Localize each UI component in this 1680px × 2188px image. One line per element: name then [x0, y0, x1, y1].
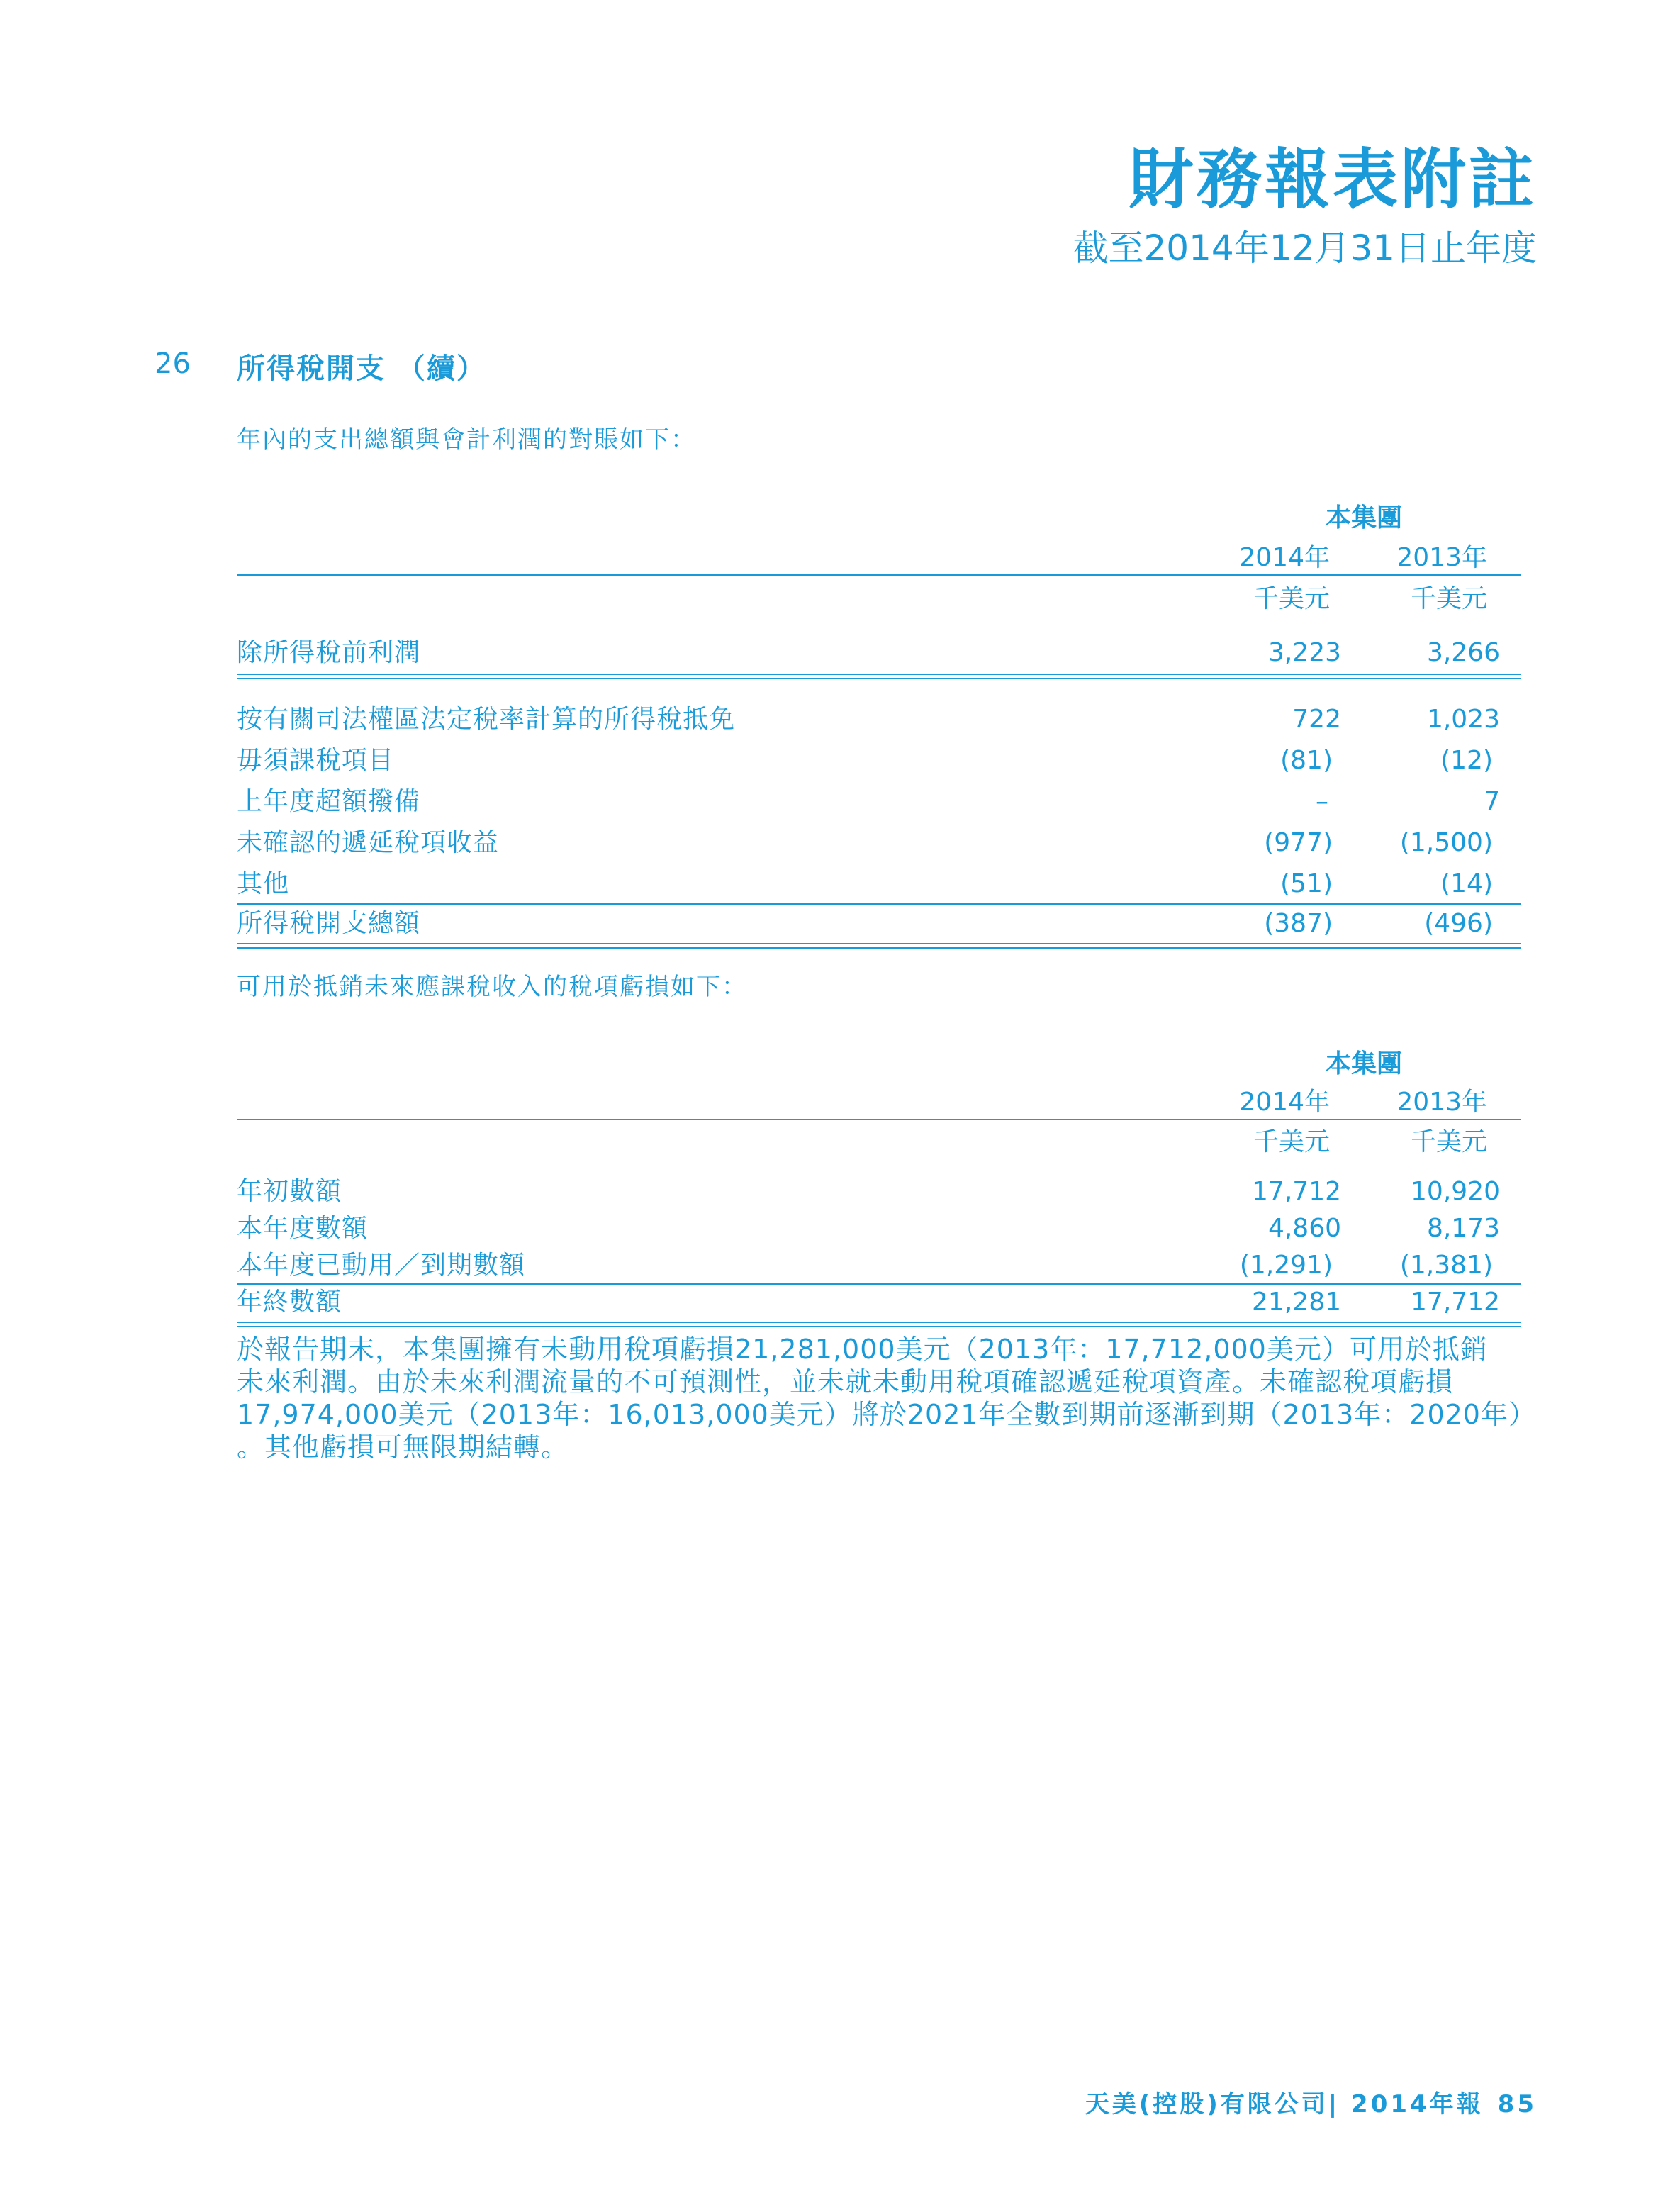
value-2014: (977) — [1264, 828, 1333, 857]
value-2013: 10,920 — [1411, 1177, 1500, 1206]
double-rule — [237, 674, 1521, 679]
footer-company: 天美(控股)有限公司| 2014年報 — [1085, 2090, 1484, 2119]
losses-intro: 可用於抵銷未來應課稅收入的稅項虧損如下： — [237, 973, 747, 1001]
table-row — [237, 784, 1521, 820]
section-number: 26 — [155, 347, 191, 380]
value-2013: (14) — [1440, 869, 1493, 898]
value-2014: 4,860 — [1267, 1214, 1341, 1243]
unit-header-2014: 千美元 — [1253, 1127, 1330, 1156]
row-label: 所得稅開支總額 — [237, 909, 421, 938]
note-line: 。其他虧損可無限期結轉。 — [237, 1431, 569, 1463]
note-line: 於報告期末，本集團擁有未動用稅項虧損21,281,000美元（2013年：17,712,000美元）可用於抵銷 — [237, 1334, 1488, 1365]
double-rule — [237, 1322, 1521, 1327]
page-footer — [1085, 2084, 1537, 2119]
table-row — [237, 1211, 1521, 1246]
note-line: 17,974,000美元（2013年：16,013,000美元）將於2021年全數到期前逐漸到期（2013年：2020年） — [237, 1399, 1536, 1430]
unit-header-2014: 千美元 — [1253, 584, 1330, 613]
row-label: 按有關司法權區法定稅率計算的所得稅抵免 — [237, 705, 736, 734]
value-2013: 8,173 — [1426, 1214, 1500, 1243]
tax-reconciliation-table — [237, 496, 1521, 950]
row-label: 其他 — [237, 869, 290, 898]
total-row — [237, 1285, 1521, 1320]
value-2014: – — [1316, 787, 1328, 816]
page-subtitle: 截至2014年12月31日止年度 — [1073, 228, 1537, 269]
value-2014: (51) — [1280, 869, 1333, 898]
tax-losses-table — [237, 1042, 1521, 1326]
unit-header-2013: 千美元 — [1410, 584, 1487, 613]
total-row — [237, 906, 1521, 942]
section-title: 所得稅開支 （續） — [237, 352, 486, 385]
section-intro: 年內的支出總額與會計利潤的對賬如下： — [237, 425, 696, 454]
table-group-header: 本集團 — [1325, 503, 1402, 532]
page-number: 85 — [1497, 2090, 1537, 2119]
table-row — [237, 866, 1521, 902]
year-header-2013: 2013年 — [1396, 543, 1487, 572]
row-label: 年初數額 — [237, 1177, 342, 1206]
row-label: 上年度超額撥備 — [237, 787, 421, 816]
header-rule — [237, 574, 1521, 576]
table-row — [237, 702, 1521, 737]
value-2014: 3,223 — [1267, 638, 1341, 667]
subtotal-rule — [237, 903, 1521, 905]
table-row — [237, 635, 1521, 671]
value-2013: 17,712 — [1411, 1288, 1500, 1317]
value-2013: (1,500) — [1399, 828, 1493, 857]
row-label: 毋須課稅項目 — [237, 746, 395, 775]
value-2014: 722 — [1292, 705, 1341, 734]
header-rule — [237, 1119, 1521, 1120]
row-label: 未確認的遞延稅項收益 — [237, 828, 500, 857]
value-2013: 3,266 — [1426, 638, 1500, 667]
value-2013: (12) — [1440, 746, 1493, 775]
value-2014: (387) — [1264, 909, 1333, 938]
table-row — [237, 1248, 1521, 1283]
unit-header-2013: 千美元 — [1410, 1127, 1487, 1156]
table-row — [237, 743, 1521, 778]
value-2013: (1,381) — [1399, 1251, 1493, 1280]
double-rule — [237, 943, 1521, 949]
year-header-2014: 2014年 — [1239, 543, 1330, 572]
table-row — [237, 825, 1521, 861]
row-label: 本年度已動用／到期數額 — [237, 1251, 526, 1280]
value-2013: 7 — [1484, 787, 1500, 816]
year-header-2014: 2014年 — [1239, 1088, 1330, 1117]
value-2013: 1,023 — [1426, 705, 1500, 734]
year-header-2013: 2013年 — [1396, 1088, 1487, 1117]
note-paragraph — [237, 1333, 1536, 1463]
row-label: 除所得稅前利潤 — [237, 638, 421, 667]
page-title: 財務報表附註 — [1128, 142, 1537, 218]
table-row — [237, 1174, 1521, 1210]
value-2014: (81) — [1280, 746, 1333, 775]
value-2014: 21,281 — [1252, 1288, 1341, 1317]
value-2014: 17,712 — [1252, 1177, 1341, 1206]
note-line: 未來利潤。由於未來利潤流量的不可預測性，並未就未動用稅項確認遞延稅項資產。未確認稅項虧損 — [237, 1366, 1454, 1397]
value-2013: (496) — [1424, 909, 1493, 938]
row-label: 本年度數額 — [237, 1214, 369, 1243]
value-2014: (1,291) — [1239, 1251, 1333, 1280]
table-group-header: 本集團 — [1325, 1049, 1402, 1078]
row-label: 年終數額 — [237, 1288, 342, 1317]
